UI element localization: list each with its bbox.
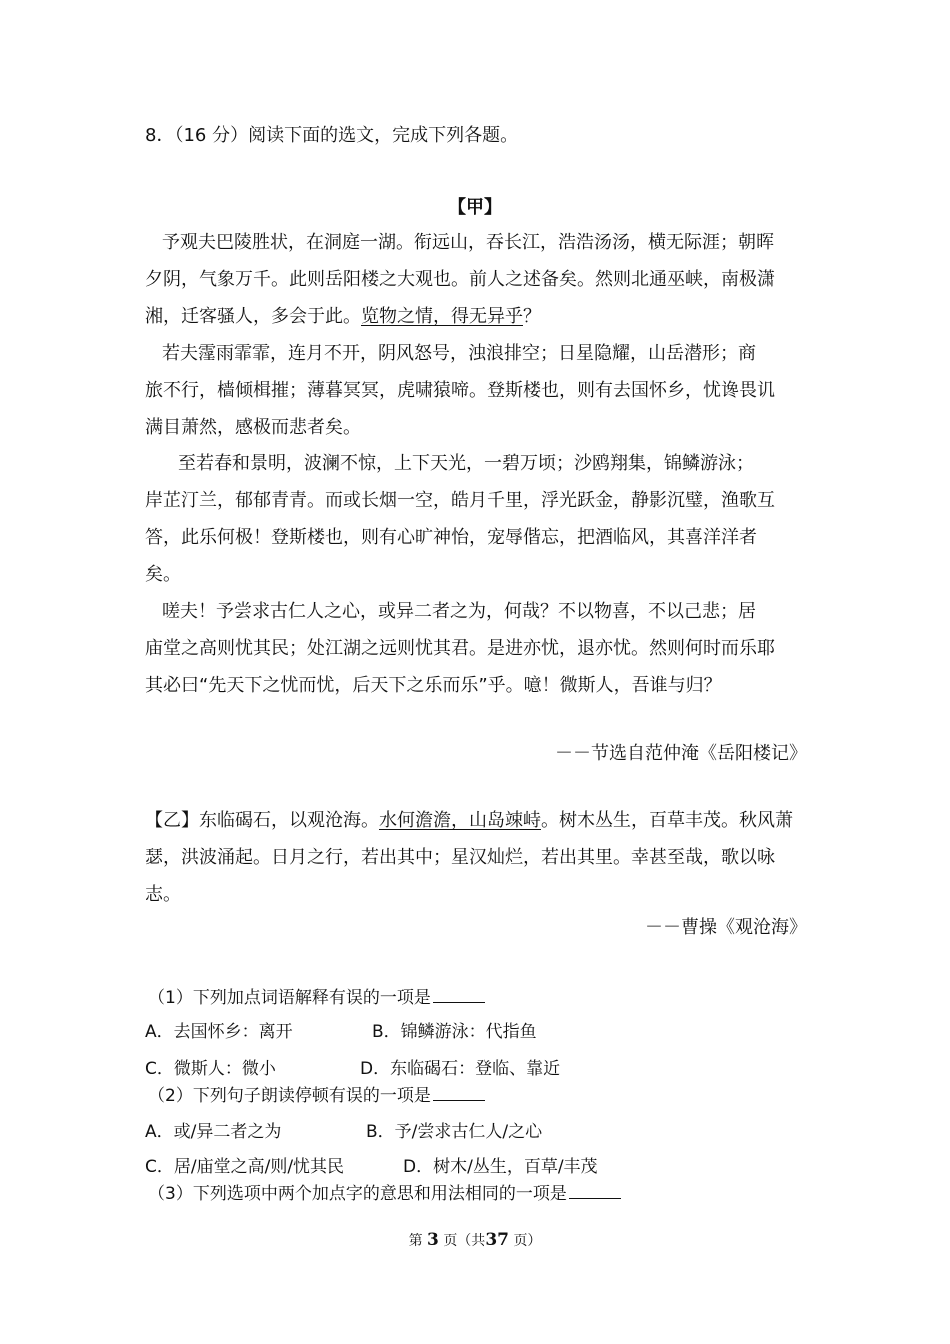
footer-post: 页） [513, 1233, 542, 1249]
subq1-stem-text: （1）下列加点词语解释有误的一项是 [148, 988, 431, 1008]
jia-p3-line4: 矣。 [145, 564, 181, 585]
subq2-stem [148, 1084, 485, 1108]
yi-line3: 志。 [145, 884, 181, 905]
jia-source: －－节选自范仲淹《岳阳楼记》 [555, 743, 807, 764]
yi-line1 [145, 809, 793, 833]
jia-p3-line2: 岸芷汀兰，郁郁青青。而或长烟一空，皓月千里，浮光跃金，静影沉璧，渔歌互 [145, 490, 775, 511]
footer-pre: 第 [408, 1233, 423, 1249]
subq2-stem-text: （2）下列句子朗读停顿有误的一项是 [148, 1086, 431, 1106]
subq2-option-a: A．或/异二者之为 [145, 1122, 282, 1142]
subq2-option-d: D．树木/丛生，百草/丰茂 [403, 1157, 598, 1177]
subq1-option-c: C．微斯人：微小 [145, 1059, 276, 1079]
yi-line2: 瑟，洪波涌起。日月之行，若出其中；星汉灿烂，若出其里。幸甚至哉，歌以咏 [145, 847, 775, 868]
jia-p3-line1: 至若春和景明，波澜不惊，上下天光，一碧万顷；沙鸥翔集，锦鳞游泳； [178, 453, 754, 474]
jia-p1-line3 [145, 305, 541, 329]
passage-jia-heading: 【甲】 [448, 197, 502, 218]
underlined-sentence-yi: 水何澹澹，山岛竦峙 [379, 810, 541, 831]
jia-p1-line2: 夕阴，气象万千。此则岳阳楼之大观也。前人之述备矣。然则北通巫峡，南极潇 [145, 269, 775, 290]
underlined-sentence-jia: 览物之情，得无异乎 [361, 306, 523, 327]
yi-source: －－曹操《观沧海》 [645, 917, 807, 938]
jia-p4-line3: 其必曰“先天下之忧而忧，后天下之乐而乐”乎。噫！微斯人，吾谁与归？ [145, 675, 722, 696]
answer-blank [433, 986, 485, 1003]
footer-page-number: 3 [427, 1230, 439, 1250]
question-title: 8．（16 分）阅读下面的选文，完成下列各题。 [145, 125, 519, 146]
subq1-stem [148, 986, 485, 1010]
subq1-option-a: A．去国怀乡：离开 [145, 1022, 293, 1042]
jia-p2-line1: 若夫霪雨霏霏，连月不开，阴风怒号，浊浪排空；日星隐耀，山岳潜形；商 [162, 343, 756, 364]
subq1-option-b: B．锦鳞游泳：代指鱼 [372, 1022, 537, 1042]
yi-line1-pre: 【乙】东临碣石，以观沧海。 [145, 810, 379, 831]
jia-p4-line1: 嗟夫！予尝求古仁人之心，或异二者之为，何哉？不以物喜，不以己悲；居 [162, 601, 756, 622]
subq3-stem [148, 1182, 621, 1206]
footer-mid: 页（共 [443, 1233, 486, 1249]
subq1-option-d: D．东临碣石：登临、靠近 [360, 1059, 561, 1079]
answer-blank [433, 1084, 485, 1101]
jia-p3-line3: 答，此乐何极！登斯楼也，则有心旷神怡，宠辱偕忘，把酒临风，其喜洋洋者 [145, 527, 757, 548]
page-footer [0, 1230, 950, 1250]
footer-total-pages: 37 [485, 1230, 509, 1250]
answer-blank [569, 1182, 621, 1199]
jia-p1-line3-post: ？ [523, 306, 541, 327]
jia-p2-line2: 旅不行，樯倾楫摧；薄暮冥冥，虎啸猿啼。登斯楼也，则有去国怀乡，忧谗畏讥 [145, 380, 775, 401]
subq3-stem-text: （3）下列选项中两个加点字的意思和用法相同的一项是 [148, 1184, 567, 1204]
jia-p1-line1: 予观夫巴陵胜状，在洞庭一湖。衔远山，吞长江，浩浩汤汤，横无际涯；朝晖 [162, 232, 774, 253]
yi-line1-post: 。树木丛生，百草丰茂。秋风萧 [541, 810, 793, 831]
subq2-option-c: C．居/庙堂之高/则/忧其民 [145, 1157, 345, 1177]
subq2-option-b: B．予/尝求古仁人/之心 [366, 1122, 543, 1142]
jia-p1-line3-pre: 湘，迁客骚人，多会于此。 [145, 306, 361, 327]
jia-p2-line3: 满目萧然，感极而悲者矣。 [145, 417, 361, 438]
jia-p4-line2: 庙堂之高则忧其民；处江湖之远则忧其君。是进亦忧，退亦忧。然则何时而乐耶 [145, 638, 775, 659]
